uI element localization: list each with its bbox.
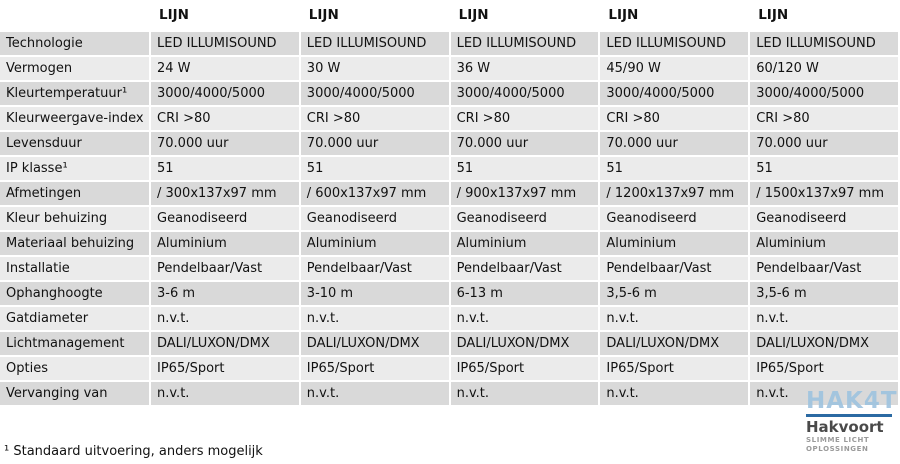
column-header: LIJN bbox=[598, 0, 748, 30]
table-cell: IP65/Sport bbox=[748, 355, 898, 380]
table-cell: 30 W bbox=[299, 55, 449, 80]
table-cell: Pendelbaar/Vast bbox=[598, 255, 748, 280]
table-cell: 45/90 W bbox=[598, 55, 748, 80]
table-cell: Geanodiseerd bbox=[149, 205, 299, 230]
table-cell: n.v.t. bbox=[598, 305, 748, 330]
table-cell: / 1500x137x97 mm bbox=[748, 180, 898, 205]
logo-bar bbox=[806, 414, 892, 417]
column-header: LIJN bbox=[449, 0, 599, 30]
table-cell: LED ILLUMISOUND bbox=[449, 30, 599, 55]
table-cell: n.v.t. bbox=[598, 380, 748, 405]
table-cell: n.v.t. bbox=[149, 380, 299, 405]
table-cell: 70.000 uur bbox=[449, 130, 599, 155]
table-row bbox=[0, 30, 898, 55]
table-cell: Geanodiseerd bbox=[598, 205, 748, 230]
column-header: LIJN bbox=[748, 0, 898, 30]
table-cell: Geanodiseerd bbox=[449, 205, 599, 230]
table-cell: n.v.t. bbox=[748, 380, 898, 405]
table-cell: 6-13 m bbox=[449, 280, 599, 305]
table-cell: CRI >80 bbox=[299, 105, 449, 130]
table-cell: Aluminium bbox=[149, 230, 299, 255]
table-cell: Aluminium bbox=[748, 230, 898, 255]
row-label: Ophanghoogte bbox=[0, 280, 149, 305]
table-cell: Pendelbaar/Vast bbox=[149, 255, 299, 280]
row-label: Vermogen bbox=[0, 55, 149, 80]
row-label: Gatdiameter bbox=[0, 305, 149, 330]
table-cell: 51 bbox=[748, 155, 898, 180]
table-cell: Geanodiseerd bbox=[299, 205, 449, 230]
table-row bbox=[0, 105, 898, 130]
table-cell: DALI/LUXON/DMX bbox=[449, 330, 599, 355]
table-cell: DALI/LUXON/DMX bbox=[149, 330, 299, 355]
table-cell: 70.000 uur bbox=[598, 130, 748, 155]
table-row bbox=[0, 305, 898, 330]
table-cell: 70.000 uur bbox=[149, 130, 299, 155]
table-cell: LED ILLUMISOUND bbox=[299, 30, 449, 55]
row-label: Materiaal behuizing bbox=[0, 230, 149, 255]
table-cell: / 900x137x97 mm bbox=[449, 180, 599, 205]
table-cell: 3,5-6 m bbox=[598, 280, 748, 305]
logo-name: Hakvoort bbox=[806, 418, 884, 436]
spec-table-header bbox=[0, 0, 898, 30]
table-row bbox=[0, 280, 898, 305]
column-header: LIJN bbox=[299, 0, 449, 30]
table-cell: LED ILLUMISOUND bbox=[598, 30, 748, 55]
table-row bbox=[0, 230, 898, 255]
table-cell: CRI >80 bbox=[149, 105, 299, 130]
table-row bbox=[0, 255, 898, 280]
table-cell: 3000/4000/5000 bbox=[299, 80, 449, 105]
table-cell: / 1200x137x97 mm bbox=[598, 180, 748, 205]
table-cell: / 600x137x97 mm bbox=[299, 180, 449, 205]
table-cell: IP65/Sport bbox=[299, 355, 449, 380]
logo-tagline-2: OPLOSSINGEN bbox=[806, 445, 869, 453]
table-cell: LED ILLUMISOUND bbox=[748, 30, 898, 55]
table-cell: n.v.t. bbox=[449, 380, 599, 405]
row-label: Opties bbox=[0, 355, 149, 380]
table-cell: CRI >80 bbox=[598, 105, 748, 130]
table-cell: 51 bbox=[449, 155, 599, 180]
table-cell: Pendelbaar/Vast bbox=[299, 255, 449, 280]
table-cell: 24 W bbox=[149, 55, 299, 80]
brand-logo bbox=[806, 389, 900, 464]
logo-tagline-1: SLIMME LICHT bbox=[806, 436, 870, 444]
table-cell: n.v.t. bbox=[299, 305, 449, 330]
table-cell: LED ILLUMISOUND bbox=[149, 30, 299, 55]
table-row bbox=[0, 130, 898, 155]
logo-mark: HAK4T bbox=[806, 388, 898, 414]
table-cell: 60/120 W bbox=[748, 55, 898, 80]
table-cell: n.v.t. bbox=[149, 305, 299, 330]
table-row bbox=[0, 380, 898, 405]
row-label: Lichtmanagement bbox=[0, 330, 149, 355]
table-cell: DALI/LUXON/DMX bbox=[748, 330, 898, 355]
table-cell: Aluminium bbox=[598, 230, 748, 255]
table-cell: 3000/4000/5000 bbox=[449, 80, 599, 105]
table-cell: Pendelbaar/Vast bbox=[748, 255, 898, 280]
table-cell: 51 bbox=[598, 155, 748, 180]
table-cell: Geanodiseerd bbox=[748, 205, 898, 230]
table-cell: Aluminium bbox=[449, 230, 599, 255]
table-cell: Pendelbaar/Vast bbox=[449, 255, 599, 280]
table-cell: 3-10 m bbox=[299, 280, 449, 305]
header-row bbox=[0, 0, 898, 30]
row-label: Vervanging van bbox=[0, 380, 149, 405]
table-row bbox=[0, 155, 898, 180]
table-cell: 36 W bbox=[449, 55, 599, 80]
table-row bbox=[0, 80, 898, 105]
table-cell: IP65/Sport bbox=[598, 355, 748, 380]
row-label: Installatie bbox=[0, 255, 149, 280]
table-cell: 70.000 uur bbox=[299, 130, 449, 155]
table-cell: 3000/4000/5000 bbox=[598, 80, 748, 105]
header-corner bbox=[0, 0, 149, 30]
table-row bbox=[0, 180, 898, 205]
table-row bbox=[0, 330, 898, 355]
table-cell: 51 bbox=[299, 155, 449, 180]
table-cell: 51 bbox=[149, 155, 299, 180]
table-cell: 3000/4000/5000 bbox=[149, 80, 299, 105]
table-cell: DALI/LUXON/DMX bbox=[299, 330, 449, 355]
table-cell: 3000/4000/5000 bbox=[748, 80, 898, 105]
table-cell: / 300x137x97 mm bbox=[149, 180, 299, 205]
row-label: Kleurtemperatuur¹ bbox=[0, 80, 149, 105]
table-cell: CRI >80 bbox=[449, 105, 599, 130]
row-label: Kleur behuizing bbox=[0, 205, 149, 230]
table-cell: Aluminium bbox=[299, 230, 449, 255]
table-row bbox=[0, 205, 898, 230]
column-header: LIJN bbox=[149, 0, 299, 30]
table-row bbox=[0, 55, 898, 80]
table-cell: n.v.t. bbox=[748, 305, 898, 330]
table-cell: n.v.t. bbox=[299, 380, 449, 405]
table-cell: CRI >80 bbox=[748, 105, 898, 130]
table-cell: 3,5-6 m bbox=[748, 280, 898, 305]
table-row bbox=[0, 355, 898, 380]
table-cell: IP65/Sport bbox=[149, 355, 299, 380]
table-cell: n.v.t. bbox=[449, 305, 599, 330]
row-label: Afmetingen bbox=[0, 180, 149, 205]
table-cell: 70.000 uur bbox=[748, 130, 898, 155]
row-label: IP klasse¹ bbox=[0, 155, 149, 180]
table-cell: 3-6 m bbox=[149, 280, 299, 305]
table-cell: IP65/Sport bbox=[449, 355, 599, 380]
row-label: Levensduur bbox=[0, 130, 149, 155]
row-label: Kleurweergave-index bbox=[0, 105, 149, 130]
table-cell: DALI/LUXON/DMX bbox=[598, 330, 748, 355]
spec-table-body bbox=[0, 30, 898, 405]
footnote: ¹ Standaard uitvoering, anders mogelijk bbox=[4, 444, 263, 459]
row-label: Technologie bbox=[0, 30, 149, 55]
